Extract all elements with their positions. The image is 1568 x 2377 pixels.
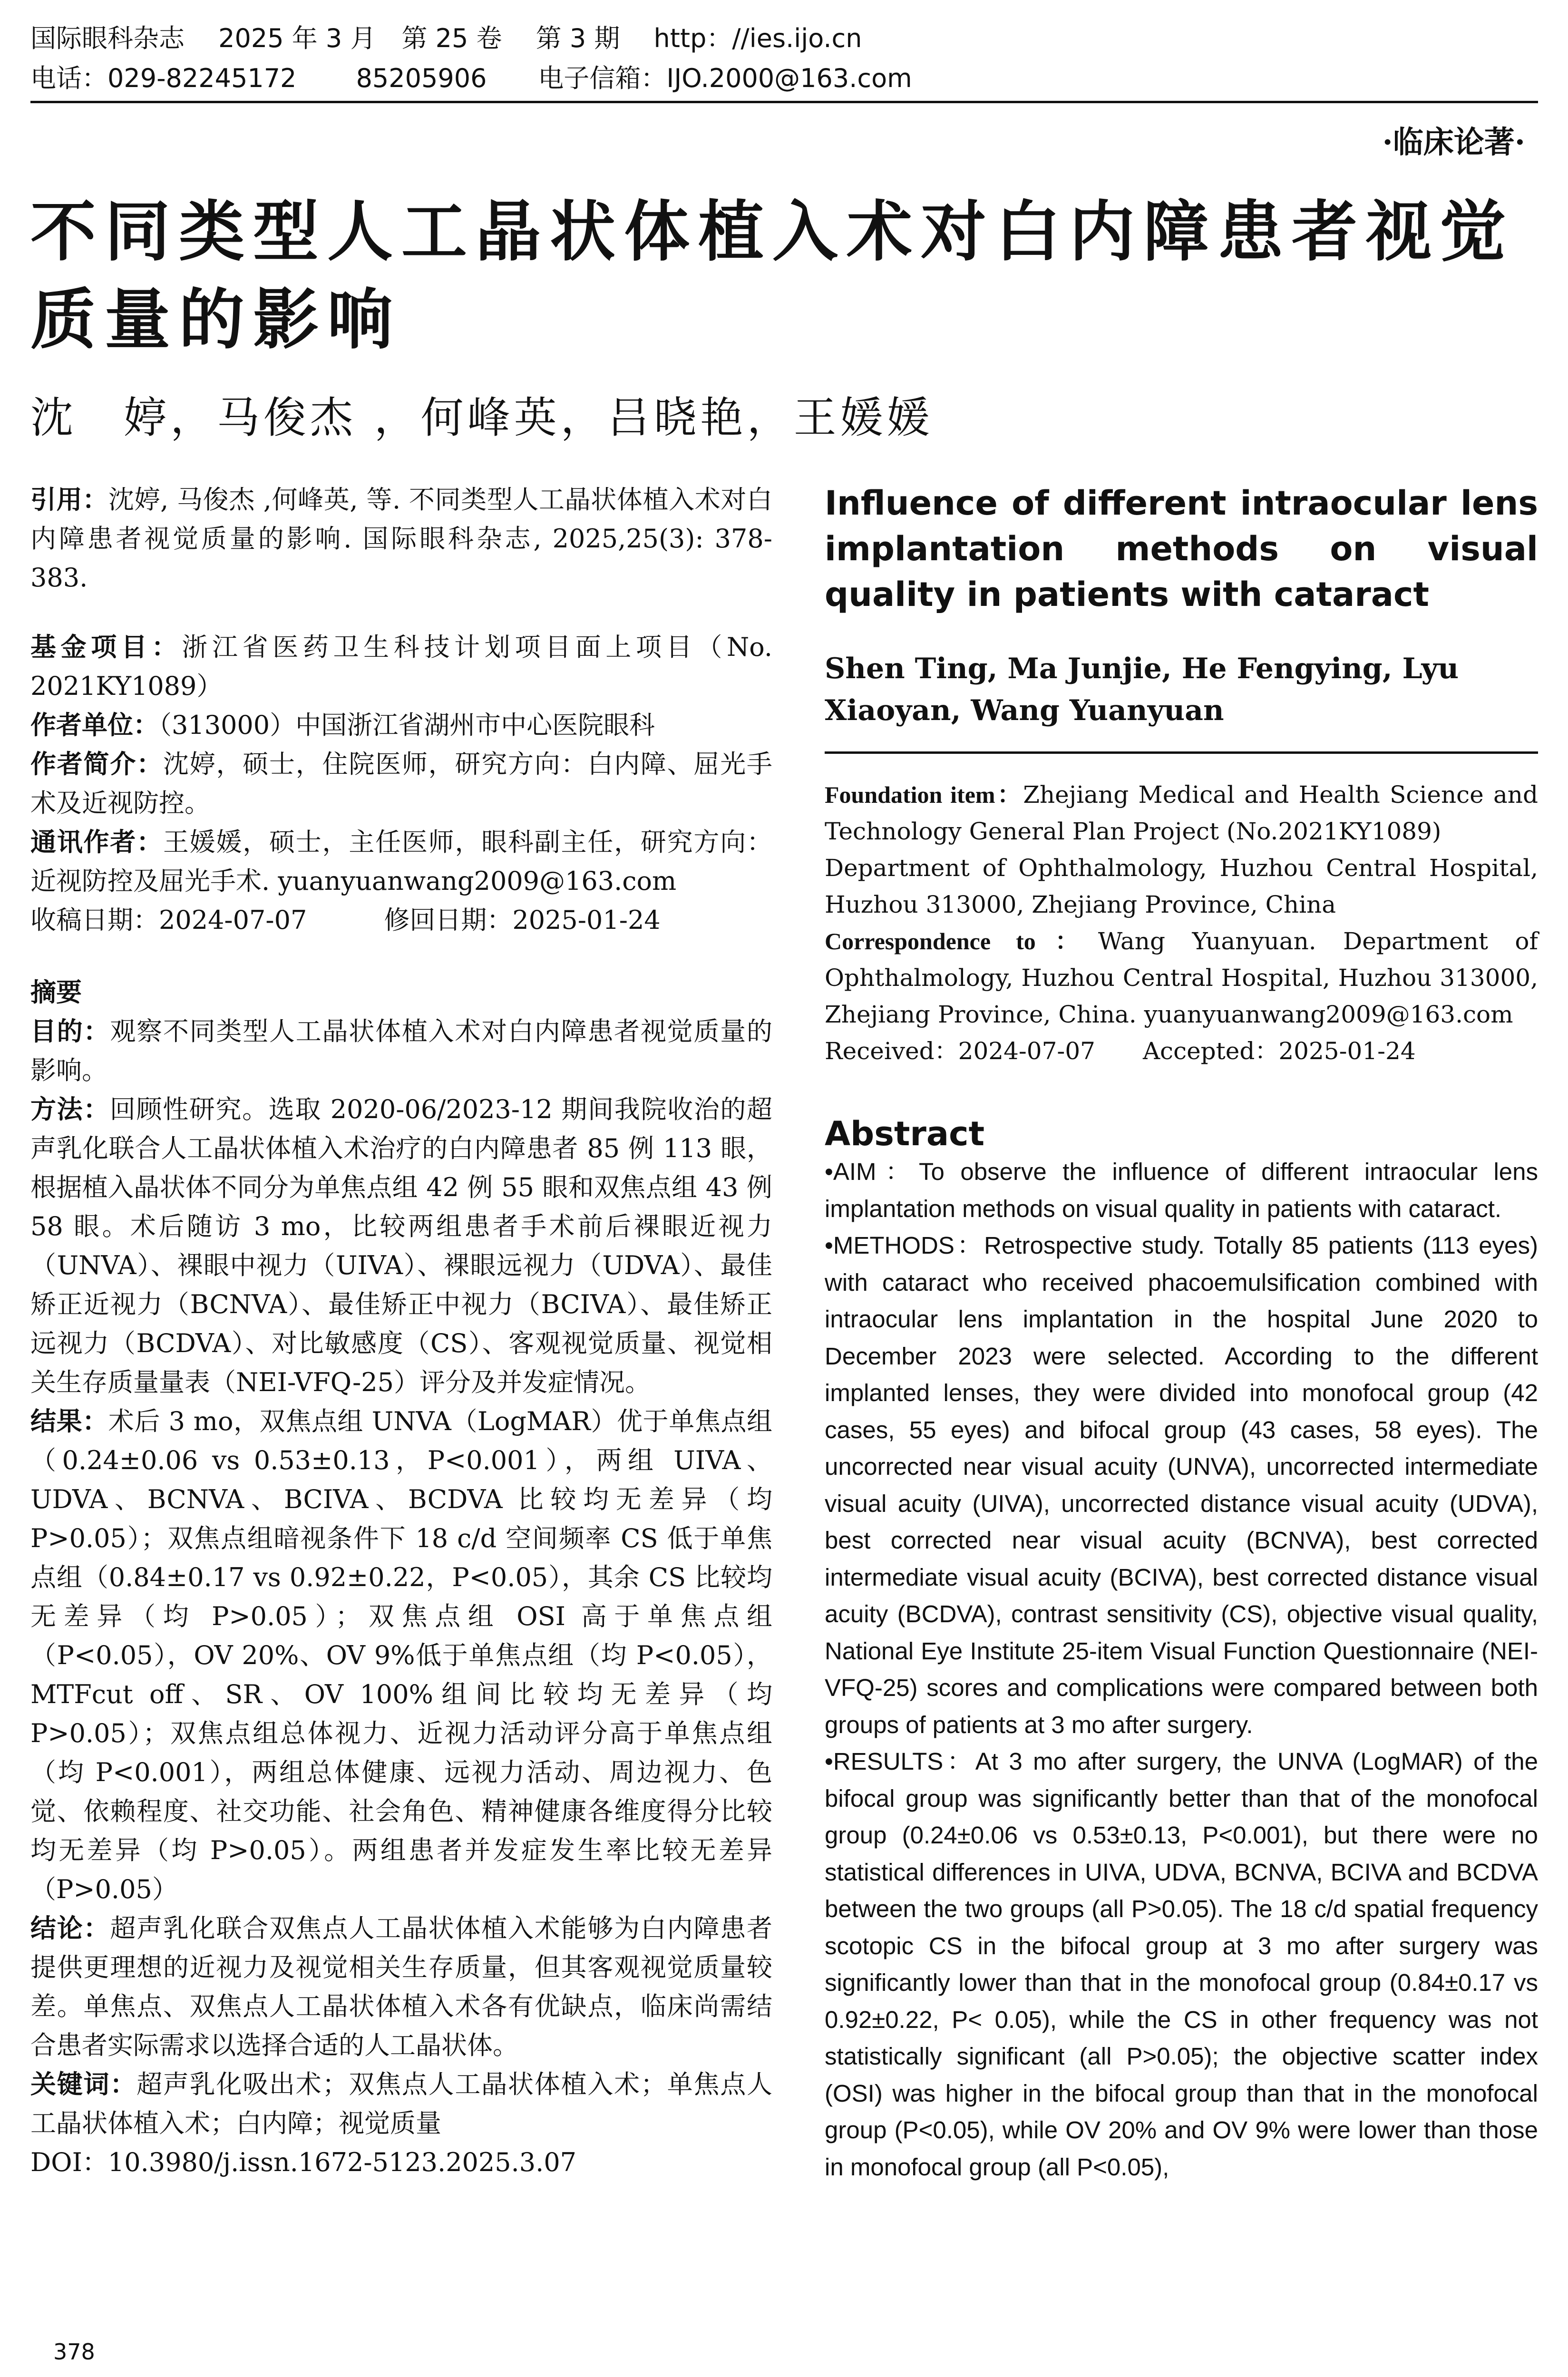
unit-text: （313000）中国浙江省湖州市中心医院眼科 bbox=[159, 710, 655, 740]
article-title-en: Influence of different intraocular lens implantation methods on visual quality in patients with cataract bbox=[825, 484, 1538, 614]
left-column bbox=[30, 480, 772, 2182]
aim-en: •AIM：To observe the influence of different intraocular lens implantation methods on visual quality in patients with cataract. bbox=[825, 1158, 1538, 1222]
methods-label: 方法： bbox=[30, 1094, 110, 1124]
received-en: Received：2024-07-07 bbox=[825, 1037, 1095, 1065]
intro-label: 作者简介： bbox=[30, 749, 163, 779]
front-matter-en bbox=[825, 777, 1538, 1070]
front-matter bbox=[30, 628, 772, 940]
corr-text: 王媛媛，硕士，主任医师，眼科副主任，研究方向：近视防控及屈光手术. yuanyuanwang2009@163.com bbox=[30, 827, 772, 896]
authors-en: Shen Ting, Ma Junjie, He Fengying, Lyu Xiaoyan, Wang Yuanyuan bbox=[825, 648, 1538, 754]
right-column bbox=[825, 480, 1538, 2185]
revised-date: 2025-01-24 bbox=[512, 905, 661, 935]
aim-label: 目的： bbox=[30, 1016, 110, 1046]
fund-label: 基金项目： bbox=[30, 632, 182, 662]
received-date: 2024-07-07 bbox=[159, 905, 307, 935]
accepted-en: Accepted：2025-01-24 bbox=[1142, 1037, 1416, 1065]
conclusion-text: 超声乳化联合双焦点人工晶状体植入术能够为白内障患者提供更理想的近视力及视觉相关生存质量，但其客观视觉质量较差。单焦点、双焦点人工晶状体植入术各有优缺点，临床尚需结合患者实际需求以选择合适的人工晶状体。 bbox=[30, 1913, 773, 2060]
header-divider bbox=[30, 101, 1538, 103]
intro-text: 沈婷，硕士，住院医师，研究方向：白内障、屈光手术及近视防控。 bbox=[30, 749, 772, 818]
citation-text: 沈婷, 马俊杰 ,何峰英, 等. 不同类型人工晶状体植入术对白内障患者视觉质量的影响. 国际眼科杂志, 2025,25(3): 378-383. bbox=[30, 485, 772, 593]
corr-label: 通讯作者： bbox=[30, 827, 163, 857]
unit-label: 作者单位： bbox=[30, 710, 159, 740]
abstract-label-cn: 摘要 bbox=[30, 977, 82, 1007]
keywords-label: 关键词： bbox=[30, 2069, 137, 2099]
page-number: 378 bbox=[53, 2339, 95, 2365]
results-en: •RESULTS：At 3 mo after surgery, the UNVA (LogMAR) of the bifocal group was significantly better than that of the monofocal group (0.24±0.06 vs 0.53±0.13, P<0.001), but there were no statistical differences in UIVA, UDVA, BCNVA, BCIVA and BCDVA between the two groups (all P>0.05). The 18 c/d spatial frequency scotopic CS in the bifocal group at 3 mo after surgery was significantly lower than that in the monofocal group (0.84±0.17 vs 0.92±0.22, P< 0.05), while the CS in other frequency was not statistically significant (all P>0.05); the objective scatter index (OSI) was higher in the bifocal group than that in the monofocal group (P<0.05), while OV 20% and OV 9% were lower than those in monofocal group (all P<0.05), bbox=[825, 1748, 1538, 2181]
aim-text: 观察不同类型人工晶状体植入术对白内障患者视觉质量的影响。 bbox=[30, 1016, 773, 1085]
abstract-en bbox=[825, 1153, 1538, 2185]
conclusion-label: 结论： bbox=[30, 1913, 110, 1943]
fund-text-en: Zhejiang Medical and Health Science and Technology General Plan Project (No.2021KY1089) bbox=[825, 781, 1539, 845]
department-en: Department of Ophthalmology, Huzhou Central Hospital, Huzhou 313000, Zhejiang Province, China bbox=[825, 854, 1538, 918]
citation bbox=[30, 480, 772, 597]
correspondence-text-en: Wang Yuanyuan. Department of Ophthalmology, Huzhou Central Hospital, Huzhou 313000, Zhejiang Province, China. yuanyuanwang2009@163.com bbox=[825, 927, 1539, 1028]
fund-label-en: Foundation item： bbox=[825, 781, 1023, 808]
fund-text: 浙江省医药卫生科技计划项目面上项目（No. 2021KY1089） bbox=[30, 632, 772, 701]
revised-label: 修回日期： bbox=[384, 905, 513, 935]
results-label: 结果： bbox=[30, 1406, 108, 1436]
keywords-text: 超声乳化吸出术；双焦点人工晶状体植入术；单焦点人工晶状体植入术；白内障；视觉质量 bbox=[30, 2069, 773, 2138]
authors-cn: 沈 婷，马俊杰 ，何峰英，吕晓艳，王媛媛 bbox=[30, 393, 934, 443]
received-label: 收稿日期： bbox=[30, 905, 159, 935]
citation-label: 引用： bbox=[30, 485, 108, 515]
article-title-cn: 不同类型人工晶状体植入术对白内障患者视觉质量的影响 bbox=[30, 194, 1515, 358]
correspondence-label-en: Correspondence to： bbox=[825, 928, 1098, 955]
results-text: 术后 3 mo，双焦点组 UNVA（LogMAR）优于单焦点组（0.24±0.06 vs 0.53±0.13，P<0.001），两组 UIVA、UDVA、BCNVA、BCIVA、BCDVA 比较均无差异（均 P>0.05）；双焦点组暗视条件下 18 c/d 空间频率 CS 低于单焦点组（0.84±0.17 vs 0.92±0.22，P<0.05），其余 CS 比较均无差异（均 P>0.05）；双焦点组 OSI 高于单焦点组（P<0.05），OV 20%、OV 9%低于单焦点组（均 P<0.05），MTFcut off、SR、OV 100%组间比较均无差异（均 P>0.05）；双焦点组总体视力、近视力活动评分高于单焦点组（均 P<0.001），两组总体健康、远视力活动、周边视力、色觉、依赖程度、社交功能、社会角色、精神健康各维度得分比较均无差异（均 P>0.05）。两组患者并发症发生率比较无差异（P>0.05） bbox=[30, 1406, 773, 1904]
methods-text: 回顾性研究。选取 2020-06/2023-12 期间我院收治的超声乳化联合人工晶状体植入术治疗的白内障患者 85 例 113 眼，根据植入晶状体不同分为单焦点组 42 例 55 眼和双焦点组 43 例 58 眼。术后随访 3 mo，比较两组患者手术前后裸眼近视力（UNVA）、裸眼中视力（UIVA）、裸眼远视力（UDVA）、最佳矫正近视力（BCNVA）、最佳矫正中视力（BCIVA）、最佳矫正远视力（BCDVA）、对比敏感度（CS）、客观视觉质量、视觉相关生存质量量表（NEI-VFQ-25）评分及并发症情况。 bbox=[30, 1094, 772, 1397]
abstract-heading-en: Abstract bbox=[825, 1114, 985, 1153]
journal-header-line1: 国际眼科杂志 2025 年 3 月 第 25 卷 第 3 期 http：//ies.ijo.cn bbox=[30, 23, 862, 53]
abstract-cn bbox=[30, 973, 772, 2182]
methods-en: •METHODS：Retrospective study. Totally 85 patients (113 eyes) with cataract who received phacoemulsification combined with intraocular lens implantation in the hospital June 2020 to December 2023 were selected. According to the different implanted lenses, they were divided into monofocal group (42 cases, 55 eyes) and bifocal group (43 cases, 58 eyes). The uncorrected near visual acuity (UNVA), uncorrected intermediate visual acuity (UIVA), uncorrected distance visual acuity (UDVA), best corrected near visual acuity (BCNVA), best corrected intermediate visual acuity (BCIVA), best corrected distance visual acuity (BCDVA), contrast sensitivity (CS), objective visual quality, National Eye Institute 25-item Visual Function Questionnaire (NEI-VFQ-25) scores and complications were compared between both groups of patients at 3 mo after surgery. bbox=[825, 1232, 1538, 1738]
column-label: ·临床论著· bbox=[1382, 125, 1525, 160]
doi: DOI：10.3980/j.issn.1672-5123.2025.3.07 bbox=[30, 2147, 577, 2177]
journal-header-line2: 电话：029-82245172 85205906 电子信箱：IJO.2000@163.com bbox=[30, 63, 912, 93]
